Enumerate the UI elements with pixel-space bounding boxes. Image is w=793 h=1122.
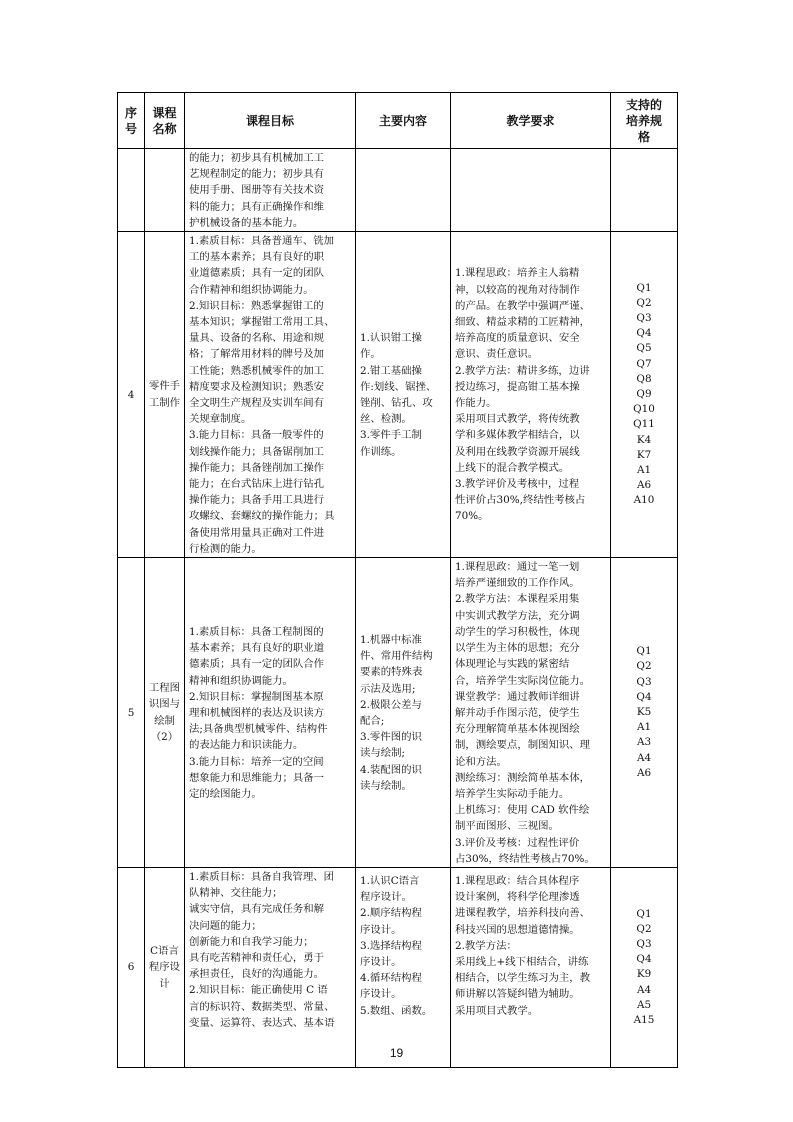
requirements-line: 1.课程思政：培养主人翁精 bbox=[455, 267, 580, 280]
requirements-line: 70%。 bbox=[455, 510, 489, 523]
row-seq: 4 bbox=[118, 232, 145, 558]
requirements-line: 采用项目式教学，将传统教 bbox=[455, 413, 580, 426]
table-row bbox=[118, 558, 678, 868]
row-requirements bbox=[451, 149, 611, 232]
spec-code: Q2 bbox=[636, 660, 652, 673]
requirements-line: 1.课程思政：通过一笔一划 bbox=[455, 561, 580, 574]
spec-code: K5 bbox=[636, 705, 652, 718]
goals-line: 法;具备典型机械零件、结构件 bbox=[189, 723, 328, 736]
spec-code: A6 bbox=[636, 479, 652, 492]
row-specs bbox=[611, 232, 678, 558]
goals-line: 定的绘图能力。 bbox=[189, 787, 262, 800]
requirements-line: 制平面图形、三视图。 bbox=[455, 820, 559, 833]
spec-code: Q4 bbox=[636, 953, 652, 966]
goals-line: 2.知识目标：能正确使用 C 语 bbox=[189, 984, 328, 997]
requirements-line: 占30%，终结性考核占70%。 bbox=[455, 852, 595, 865]
goals-line: 业道德素质；具有一定的团队 bbox=[189, 267, 325, 280]
row-course-name: C语言程序设计 bbox=[145, 867, 185, 1067]
requirements-line: 意识、责任意识。 bbox=[455, 348, 539, 361]
goals-line: 行检测的能力。 bbox=[189, 542, 262, 555]
goals-line: 攻螺纹、套螺纹的操作能力；具 bbox=[189, 510, 335, 523]
table-row bbox=[118, 149, 678, 232]
goals-line: 料的能力；具有正确操作和维 bbox=[189, 200, 325, 213]
spec-code: Q2 bbox=[636, 296, 652, 309]
spec-code: A3 bbox=[636, 736, 652, 749]
requirements-line: 3.教学评价及考核中，过程 bbox=[455, 478, 580, 491]
spec-code: Q8 bbox=[636, 372, 652, 385]
requirements-line: 神，以较高的视角对待制作 bbox=[455, 283, 580, 296]
content-line: 序设计。 bbox=[360, 923, 402, 936]
spec-code: K4 bbox=[636, 433, 652, 446]
header-goals: 课程目标 bbox=[185, 93, 356, 149]
goals-line: 队精神、交往能力； bbox=[189, 887, 283, 900]
requirements-line: 课堂教学：通过教师详细讲 bbox=[455, 690, 580, 703]
requirements-line: 合，培养学生实际岗位能力。 bbox=[455, 674, 591, 687]
requirements-line: 设计案例，将科学伦理渗透 bbox=[455, 891, 580, 904]
content-line: 配合; bbox=[360, 715, 385, 727]
requirements-line: 制，测绘要点，制图知识、理 bbox=[455, 739, 591, 752]
requirements-line: 采用项目式教学。 bbox=[455, 1004, 539, 1017]
spec-code: Q3 bbox=[636, 675, 652, 688]
content-line: 2.钳工基础操 bbox=[360, 364, 422, 377]
goals-line: 合作精神和组织协调能力。 bbox=[189, 283, 314, 296]
spec-code: A4 bbox=[636, 983, 652, 996]
content-line: 1.认识钳工操 bbox=[360, 332, 422, 345]
row-course-name bbox=[145, 149, 185, 232]
spec-code: Q10 bbox=[633, 403, 655, 416]
row-seq bbox=[118, 149, 145, 232]
requirements-line: 培养严谨细致的工作作风。 bbox=[455, 577, 580, 590]
row-goals bbox=[185, 232, 356, 558]
requirements-line: 相结合，以学生练习为主，教 bbox=[455, 972, 591, 985]
content-line: 件、常用件结构 bbox=[360, 650, 433, 663]
content-line: 5.数组、函数。 bbox=[360, 1004, 433, 1017]
goals-line: 2.知识目标：掌握制图基本原 bbox=[189, 690, 324, 703]
spec-code: Q5 bbox=[636, 342, 652, 355]
content-line: 读与绘制; bbox=[360, 747, 406, 760]
header-requirements: 教学要求 bbox=[451, 93, 611, 149]
goals-line: 备使用常用量具正确对工件进 bbox=[189, 526, 325, 539]
row-requirements bbox=[451, 232, 611, 558]
goals-line: 工性能；熟悉机械零件的加工 bbox=[189, 364, 325, 377]
goals-line: 操作能力；具备锉削加工操作 bbox=[189, 461, 325, 474]
table-header-row bbox=[118, 93, 678, 149]
content-line: 1.认识C语言 bbox=[360, 874, 420, 887]
goals-line: 理和机械图样的表达及识读方 bbox=[189, 706, 325, 719]
goals-line: 想象能力和思维能力；具备一 bbox=[189, 771, 325, 784]
spec-code: A6 bbox=[636, 766, 652, 779]
content-line: 程序设计。 bbox=[360, 891, 412, 904]
requirements-line: 科技兴国的思想道德情操。 bbox=[455, 923, 580, 936]
requirements-line: 体现理论与实践的紧密结 bbox=[455, 658, 570, 671]
requirements-line: 2.教学方法：精讲多练，边讲 bbox=[455, 364, 590, 377]
requirements-line: 以学生为主体的思想；充分 bbox=[455, 642, 580, 655]
header-seq-text: 序号 bbox=[124, 105, 137, 136]
goals-line: 变量、运算符、表达式、基本语 bbox=[189, 1016, 335, 1029]
row-requirements bbox=[451, 867, 611, 1067]
spec-code: Q4 bbox=[636, 327, 652, 340]
spec-code: K7 bbox=[636, 448, 652, 461]
header-name bbox=[145, 93, 185, 149]
content-line: 读与绘制。 bbox=[360, 779, 412, 792]
goals-line: 的能力；初步具有机械加工工 bbox=[189, 152, 325, 164]
requirements-line: 采用线上+线下相结合，讲练 bbox=[455, 955, 589, 968]
requirements-line: 论和方法。 bbox=[455, 755, 507, 768]
spec-code: K9 bbox=[636, 968, 652, 981]
header-name-text: 课程名称 bbox=[152, 105, 177, 136]
content-line: 锉削、钻孔、攻 bbox=[360, 397, 433, 410]
goals-line: 关规章制度。 bbox=[189, 413, 252, 426]
row-seq: 6 bbox=[118, 867, 145, 1067]
row-specs bbox=[611, 558, 678, 868]
goals-line: 艺规程制定的能力；初步具有 bbox=[189, 168, 325, 181]
goals-line: 德素质；具有一定的团队合作 bbox=[189, 658, 325, 671]
goals-line: 3.能力目标：培养一定的空间 bbox=[189, 755, 324, 768]
content-line: 2.极限公差与 bbox=[360, 698, 422, 711]
row-requirements bbox=[451, 558, 611, 868]
requirements-line: 细致、精益求精的工匠精神， bbox=[455, 316, 591, 329]
requirements-line: 的产品。在教学中强调严谨、 bbox=[455, 299, 591, 312]
row-content bbox=[356, 149, 451, 232]
goals-line: 量具、设备的名称、用途和规 bbox=[189, 332, 325, 345]
content-line: 2.顺序结构程 bbox=[360, 907, 422, 920]
goals-line: 具有吃苦精神和责任心，勇于 bbox=[189, 951, 325, 964]
requirements-line: 1.课程思政：结合具体程序 bbox=[455, 874, 580, 887]
content-line: 4.装配图的识 bbox=[360, 763, 422, 776]
goals-line: 的表达能力和识读能力。 bbox=[189, 739, 304, 752]
requirements-line: 2.教学方法： bbox=[455, 939, 517, 952]
goals-line: 工的基本素养；具有良好的职 bbox=[189, 251, 325, 264]
requirements-line: 授边练习，提高钳工基本操 bbox=[455, 380, 580, 393]
spec-code: A4 bbox=[636, 751, 652, 764]
requirements-line: 师讲解以答疑纠错为辅助。 bbox=[455, 988, 580, 1001]
goals-line: 3.能力目标：具备一般零件的 bbox=[189, 429, 324, 442]
content-line: 作。 bbox=[360, 348, 381, 361]
spec-code: Q1 bbox=[636, 907, 652, 920]
goals-line: 基本素养；具有良好的职业道 bbox=[189, 642, 325, 655]
spec-code: A1 bbox=[636, 463, 652, 476]
spec-code: Q11 bbox=[633, 418, 655, 431]
header-content: 主要内容 bbox=[356, 93, 451, 149]
goals-line: 承担责任，良好的沟通能力。 bbox=[189, 968, 325, 981]
requirements-line: 中实训式教学方法，充分调 bbox=[455, 609, 580, 622]
goals-line: 全文明生产规程及实训车间有 bbox=[189, 397, 325, 410]
goals-line: 创新能力和自我学习能力； bbox=[189, 935, 314, 948]
goals-line: 1.素质目标：具备工程制图的 bbox=[189, 625, 324, 638]
requirements-line: 培养学生实际动手能力。 bbox=[455, 787, 570, 800]
spec-code: Q4 bbox=[636, 690, 652, 703]
spec-code: A15 bbox=[633, 1014, 655, 1027]
row-seq: 5 bbox=[118, 558, 145, 868]
goals-line: 能力；在台式钻床上进行钻孔 bbox=[189, 478, 325, 491]
spec-code: A5 bbox=[636, 998, 652, 1011]
requirements-line: 3.评价及考核：过程性评价 bbox=[455, 836, 580, 849]
goals-line: 使用手册、图册等有关技术资 bbox=[189, 184, 325, 197]
row-goals bbox=[185, 149, 356, 232]
requirements-line: 培养高度的质量意识、安全 bbox=[455, 332, 580, 345]
header-specs bbox=[611, 93, 678, 149]
requirements-line: 进课程教学，培养科技向善、 bbox=[455, 907, 591, 920]
page-number: 19 bbox=[389, 1046, 404, 1060]
content-line: 1.机器中标准 bbox=[360, 633, 422, 646]
goals-line: 精神和组织协调能力。 bbox=[189, 674, 293, 687]
header-specs-text: 支持的培养规格 bbox=[625, 97, 662, 144]
goals-line: 划线操作能力；具备锯削加工 bbox=[189, 445, 325, 458]
requirements-line: 动学生的学习积极性，体现 bbox=[455, 625, 580, 638]
goals-line: 决问题的能力； bbox=[189, 919, 262, 932]
spec-code: Q1 bbox=[636, 645, 652, 658]
goals-line: 操作能力；具备手用工具进行 bbox=[189, 494, 325, 507]
content-line: 3.零件图的识 bbox=[360, 731, 422, 744]
requirements-line: 上机练习：使用 CAD 软件绘 bbox=[455, 804, 590, 817]
requirements-line: 性评价占30%,终结性考核占 bbox=[455, 494, 586, 507]
content-line: 3.选择结构程 bbox=[360, 939, 422, 952]
requirements-line: 上线下的混合教学模式。 bbox=[455, 461, 570, 474]
goals-line: 基本知识；掌握钳工常用工具、 bbox=[189, 316, 335, 329]
spec-code: Q1 bbox=[636, 281, 652, 294]
row-course-name: 零件手工制作 bbox=[145, 232, 185, 558]
spec-code: Q7 bbox=[636, 357, 652, 370]
course-table bbox=[117, 92, 678, 1068]
spec-code: A1 bbox=[636, 721, 652, 734]
content-line: 丝、检测。 bbox=[360, 413, 412, 426]
content-line: 示法及选用; bbox=[360, 682, 416, 695]
spec-code: Q2 bbox=[636, 922, 652, 935]
requirements-line: 2.教学方法：本课程采用集 bbox=[455, 593, 580, 606]
row-content bbox=[356, 232, 451, 558]
row-content bbox=[356, 558, 451, 868]
header-seq bbox=[118, 93, 145, 149]
content-line: 序设计。 bbox=[360, 955, 402, 968]
requirements-line: 解并动手作图示范，使学生 bbox=[455, 706, 580, 719]
spec-code: Q3 bbox=[636, 311, 652, 324]
requirements-line: 及利用在线教学资源开展线 bbox=[455, 445, 580, 458]
requirements-line: 作能力。 bbox=[455, 397, 497, 410]
row-course-name: 工程图识图与绘制（2） bbox=[145, 558, 185, 868]
requirements-line: 测绘练习：测绘简单基本体， bbox=[455, 771, 591, 784]
goals-line: 2.知识目标：熟悉掌握钳工的 bbox=[189, 299, 324, 312]
row-goals bbox=[185, 558, 356, 868]
goals-line: 精度要求及检测知识；熟悉安 bbox=[189, 380, 325, 393]
goals-line: 护机械设备的基本能力。 bbox=[189, 216, 304, 229]
requirements-line: 充分理解简单基本体视图绘 bbox=[455, 723, 580, 736]
content-line: 序设计。 bbox=[360, 988, 402, 1001]
goals-line: 诚实守信，具有完成任务和解 bbox=[189, 903, 325, 916]
content-line: 作训练。 bbox=[360, 445, 402, 458]
content-line: 作:划线、锯挫、 bbox=[360, 380, 437, 393]
spec-code: A10 bbox=[633, 494, 655, 507]
table-row bbox=[118, 232, 678, 558]
goals-line: 格；了解常用材料的牌号及加 bbox=[189, 348, 325, 361]
row-specs bbox=[611, 149, 678, 232]
requirements-line: 学和多媒体教学相结合，以 bbox=[455, 429, 580, 442]
goals-line: 1.素质目标：具备自我管理、团 bbox=[189, 870, 334, 883]
goals-line: 言的标识符、数据类型、常量、 bbox=[189, 1000, 335, 1013]
goals-line: 1.素质目标：具备普通车、铣加 bbox=[189, 235, 334, 248]
content-line: 3.零件手工制 bbox=[360, 429, 422, 442]
spec-code: Q9 bbox=[636, 387, 652, 400]
content-line: 要素的特殊表 bbox=[360, 666, 423, 679]
row-content bbox=[356, 867, 451, 1067]
spec-code: Q3 bbox=[636, 938, 652, 951]
table-row bbox=[118, 867, 678, 1067]
content-line: 4.循环结构程 bbox=[360, 972, 422, 985]
row-specs bbox=[611, 867, 678, 1067]
row-goals bbox=[185, 867, 356, 1067]
